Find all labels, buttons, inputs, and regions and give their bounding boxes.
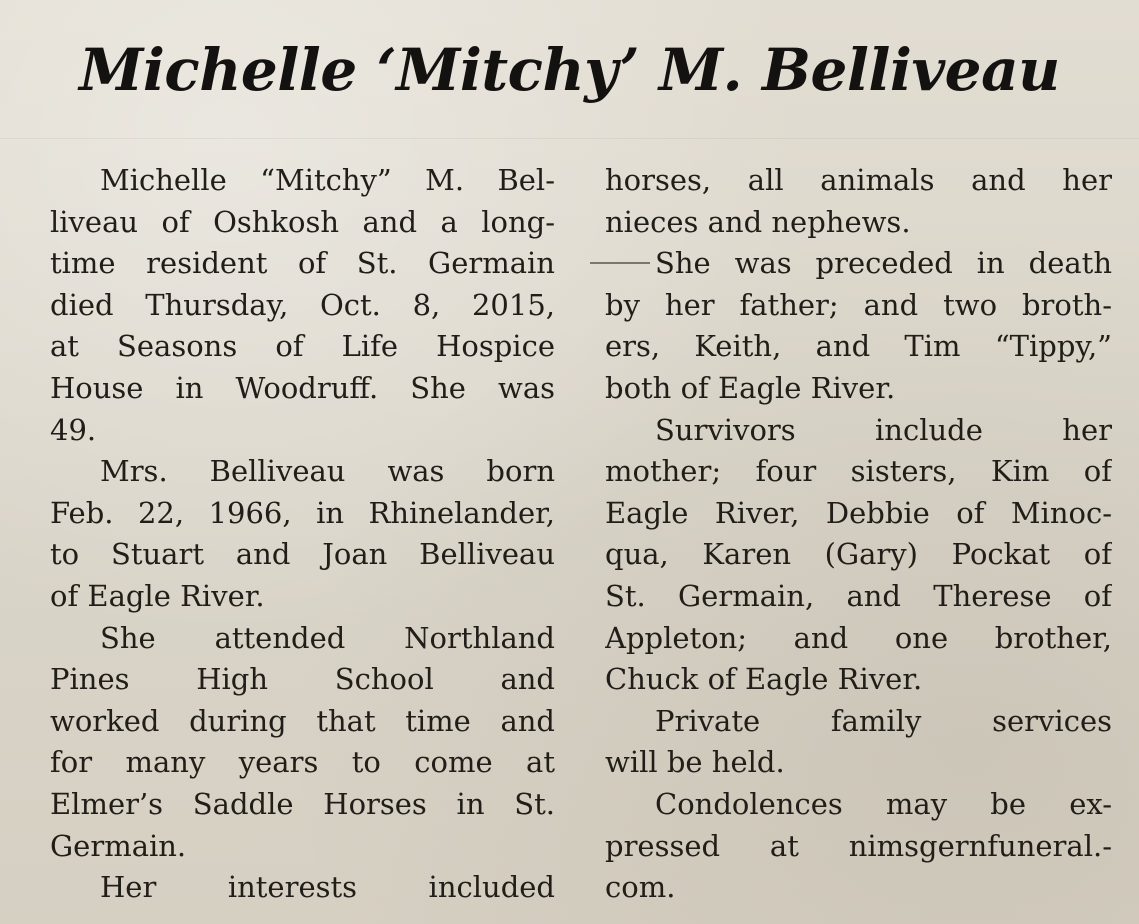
text-line: Survivors include her <box>655 412 1112 447</box>
text-line: Feb. 22, 1966, in Rhinelander, <box>50 495 555 530</box>
text-line: time resident of St. Germain <box>50 246 555 281</box>
text-line: worked during that time and <box>50 703 555 738</box>
text-line: Pines High School and <box>50 662 555 697</box>
text-line: 49. <box>50 412 97 447</box>
text-line: for many years to come at <box>50 745 555 780</box>
text-line: by her father; and two broth- <box>605 287 1112 322</box>
text-line: pressed at nimsgernfuneral.- <box>605 828 1112 863</box>
text-line: Her interests included <box>100 870 555 905</box>
text-line: House in Woodruff. She was <box>50 370 555 405</box>
text-line: at Seasons of Life Hospice <box>50 329 555 364</box>
left-column <box>50 160 555 909</box>
text-line: Private family services <box>655 703 1112 738</box>
print-dash-mark <box>590 262 650 264</box>
right-column <box>605 160 1112 909</box>
text-line: She was preceded in death <box>655 246 1112 281</box>
text-line: to Stuart and Joan Belliveau <box>50 537 555 572</box>
text-line: of Eagle River. <box>50 578 265 613</box>
text-line: qua, Karen (Gary) Pockat of <box>605 537 1112 572</box>
scan-artifact <box>0 138 1139 139</box>
text-line: She attended Northland <box>100 620 555 655</box>
text-line: Eagle River, Debbie of Minoc- <box>605 495 1112 530</box>
text-line: ers, Keith, and Tim “Tippy,” <box>605 329 1112 364</box>
text-line: Germain. <box>50 828 187 863</box>
text-line: Chuck of Eagle River. <box>605 662 923 697</box>
text-line: Elmer’s Saddle Horses in St. <box>50 786 555 821</box>
text-line: will be held. <box>605 745 785 780</box>
text-line: Mrs. Belliveau was born <box>100 454 555 489</box>
text-line: liveau of Oshkosh and a long- <box>50 204 555 239</box>
text-line: com. <box>605 870 676 905</box>
obituary-headline: Michelle ‘Mitchy’ M. Belliveau <box>79 36 1060 104</box>
text-line: Appleton; and one brother, <box>605 620 1112 655</box>
text-line: Michelle “Mitchy” M. Bel- <box>100 163 555 197</box>
text-line: nieces and nephews. <box>605 204 911 239</box>
text-line: horses, all animals and her <box>605 163 1112 197</box>
text-line: Condolences may be ex- <box>655 786 1112 821</box>
text-line: mother; four sisters, Kim of <box>605 454 1112 489</box>
text-line: both of Eagle River. <box>605 370 896 405</box>
text-line: died Thursday, Oct. 8, 2015, <box>50 287 555 322</box>
text-line: St. Germain, and Therese of <box>605 578 1112 613</box>
